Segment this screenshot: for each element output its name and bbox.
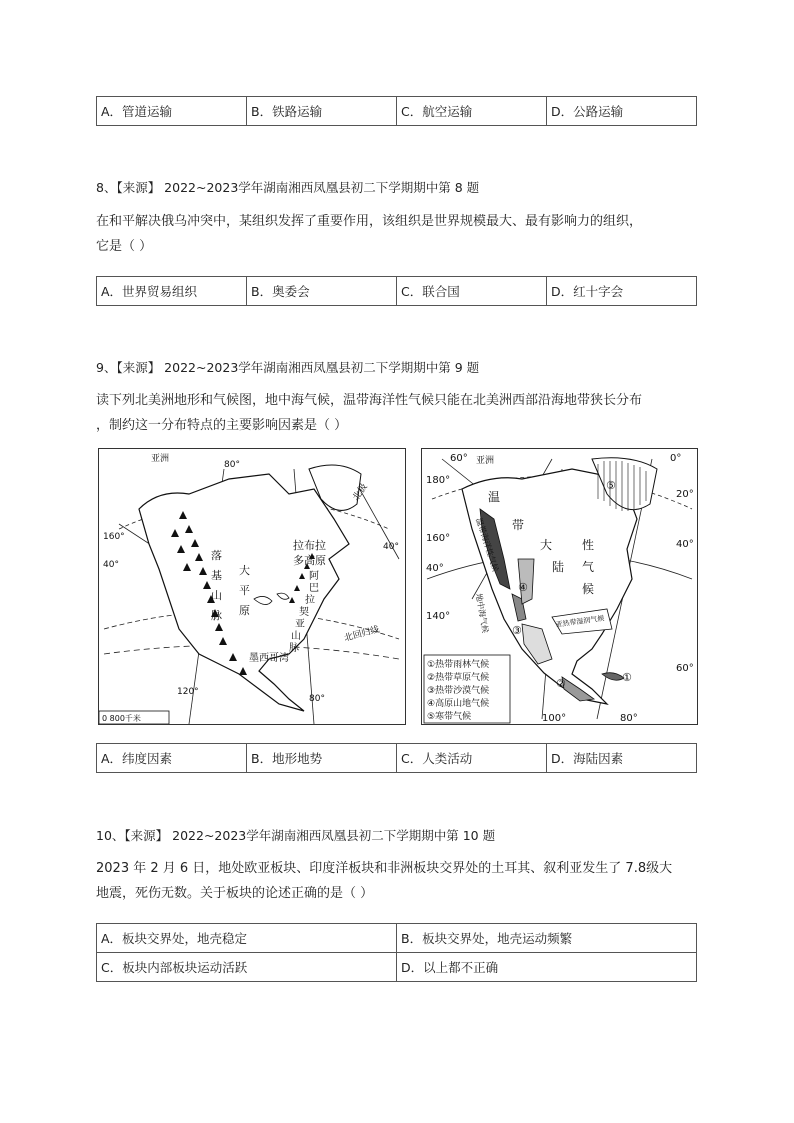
- map2-label-lon180: 180°: [426, 475, 451, 486]
- map2-label-lat40: 40°: [426, 563, 444, 574]
- legend-item-4: ④高原山地气候: [427, 699, 490, 709]
- map2-label-lon160: 160°: [426, 533, 451, 544]
- map1-label-appa-6: 山: [291, 631, 301, 642]
- map1-label-tropic: 北回归线: [343, 624, 381, 644]
- q8-option-a[interactable]: A．世界贸易组织: [97, 277, 247, 306]
- legend-item-3: ③热带沙漠气候: [427, 686, 490, 696]
- legend-item-5: ⑤寒带气候: [427, 712, 472, 722]
- q9-options-table: [96, 743, 697, 773]
- map2-label-oceanic: 温带海洋性气候: [474, 516, 500, 573]
- q9-stem-line1: 读下列北美洲地形和气候图，地中海气候，温带海洋性气候只能在北美洲西部沿海地带狭长分布: [96, 393, 643, 408]
- q10-option-d[interactable]: D．以上都不正确: [397, 953, 697, 982]
- map2-label-zone3: ③: [512, 624, 522, 637]
- q8-option-d[interactable]: D．红十字会: [547, 277, 697, 306]
- map2-label-asia: 亚洲: [476, 456, 495, 466]
- map2-label-zone4: ④: [518, 581, 528, 594]
- map1-scale-text: 0 800千米: [102, 714, 141, 723]
- q8-stem: [96, 209, 701, 259]
- map1-label-plains-3: 原: [239, 604, 250, 617]
- map2-label-zone1: ①: [622, 671, 632, 684]
- q7-option-b[interactable]: B．铁路运输: [247, 97, 397, 126]
- map1-label-rocky-4: 脉: [211, 609, 222, 622]
- map1-label-appa-3: 拉: [305, 595, 315, 606]
- map1-label-labrador-2: 多高原: [293, 554, 326, 567]
- map2-label-temperate-5: 性: [582, 538, 595, 552]
- map2-label-temperate-3: 大: [540, 538, 553, 552]
- map1-label-lon80: 80°: [309, 694, 325, 704]
- map1-label-appa-1: 阿: [309, 571, 319, 582]
- map1-label-appa-7: 脉: [289, 643, 299, 654]
- q10-stem: [96, 856, 701, 906]
- q9-header: 9、【来源】 2022~2023学年湖南湘西凤凰县初二下学期期中第 9 题: [96, 360, 480, 375]
- map1-label-lat40: 40°: [103, 560, 119, 570]
- map2-label-temperate-2: 带: [512, 518, 525, 532]
- q8-stem-line2: 它是（ ）: [96, 239, 153, 254]
- map1-label-appa-4: 契: [299, 607, 309, 618]
- q10-header: 10、【来源】 2022~2023学年湖南湘西凤凰县初二下学期期中第 10 题: [96, 828, 496, 843]
- map1-label-north-pole: 北极: [351, 482, 370, 503]
- map2-label-r40: 40°: [676, 539, 694, 550]
- map1-label-appa-2: 巴: [309, 583, 319, 594]
- q10-options-table: [96, 923, 697, 982]
- q9-stem: [96, 388, 701, 438]
- map1-label-asia: 亚洲: [151, 454, 170, 464]
- map2-legend: [424, 655, 510, 723]
- q8-header: 8、【来源】 2022~2023学年湖南湘西凤凰县初二下学期期中第 8 题: [96, 180, 480, 195]
- q10-stem-line2: 地震，死伤无数。关于板块的论述正确的是（ ）: [96, 886, 374, 901]
- map2-label-med: 地中海气候: [474, 592, 490, 634]
- map2-label-zone2: ②: [556, 677, 566, 690]
- map1-scale-bar: [99, 711, 169, 724]
- map2-label-temperate-4: 陆: [552, 560, 565, 574]
- legend-item-2: ②热带草原气候: [427, 673, 490, 683]
- map2-label-lon60: 60°: [676, 663, 694, 674]
- map2-label-lon0: 0°: [670, 453, 682, 464]
- q10-option-b[interactable]: B．板块交界处，地壳运动频繁: [397, 924, 697, 953]
- map2-label-lon80: 80°: [620, 713, 638, 724]
- legend-item-1: ①热带雨林气候: [427, 660, 490, 670]
- map1-label-rocky-2: 基: [211, 569, 222, 582]
- map1-label-lon160: 160°: [103, 532, 125, 542]
- map2-label-zone5: ⑤: [606, 479, 616, 492]
- map2-label-lat60: 60°: [450, 453, 468, 464]
- map1-label-gulf: 墨西哥湾: [249, 653, 289, 664]
- q9-option-a[interactable]: A．纬度因素: [97, 744, 247, 773]
- q9-option-d[interactable]: D．海陆因素: [547, 744, 697, 773]
- q10-stem-line1: 2023 年 2 月 6 日，地处欧亚板块、印度洋板块和非洲板块交界处的土耳其、叙利亚发生了 7.8级大: [96, 861, 673, 876]
- map1-label-lat80: 80°: [224, 460, 240, 470]
- map1-label-rocky-1: 落: [211, 549, 222, 562]
- q9-option-c[interactable]: C．人类活动: [397, 744, 547, 773]
- map1-label-labrador-1: 拉布拉: [293, 539, 326, 552]
- map2-label-lon140: 140°: [426, 611, 451, 622]
- q8-option-c[interactable]: C．联合国: [397, 277, 547, 306]
- q7-option-c[interactable]: C．航空运输: [397, 97, 547, 126]
- map1-label-lon120: 120°: [177, 687, 199, 697]
- q8-option-b[interactable]: B．奥委会: [247, 277, 397, 306]
- q7-option-d[interactable]: D．公路运输: [547, 97, 697, 126]
- q9-stem-line2: ，制约这一分布特点的主要影响因素是（ ）: [96, 418, 348, 433]
- q10-option-c[interactable]: C．板块内部板块运动活跃: [97, 953, 397, 982]
- map1-label-plains-1: 大: [239, 564, 250, 577]
- map2-label-lon20: 20°: [676, 489, 694, 500]
- map2-label-temperate-1: 温: [488, 490, 501, 504]
- map1-label-rocky-3: 山: [211, 589, 222, 602]
- terrain-map: [98, 448, 406, 725]
- climate-map: [421, 448, 698, 725]
- q7-options-table: [96, 96, 697, 126]
- map1-label-plains-2: 平: [239, 584, 250, 597]
- map2-label-temperate-6: 气: [582, 560, 595, 574]
- map2-label-humid-sub: 亚热带湿润气候: [555, 614, 605, 629]
- q7-option-a[interactable]: A．管道运输: [97, 97, 247, 126]
- q10-option-a[interactable]: A．板块交界处，地壳稳定: [97, 924, 397, 953]
- map1-label-lon40: 40°: [383, 542, 399, 552]
- map1-label-appa-5: 亚: [295, 619, 305, 630]
- q9-option-b[interactable]: B．地形地势: [247, 744, 397, 773]
- q8-stem-line1: 在和平解决俄乌冲突中，某组织发挥了重要作用，该组织是世界规模最大、最有影响力的组织，: [96, 214, 643, 229]
- map2-label-temperate-7: 候: [582, 582, 595, 596]
- q8-options-table: [96, 276, 697, 306]
- map2-label-lon100: 100°: [542, 713, 567, 724]
